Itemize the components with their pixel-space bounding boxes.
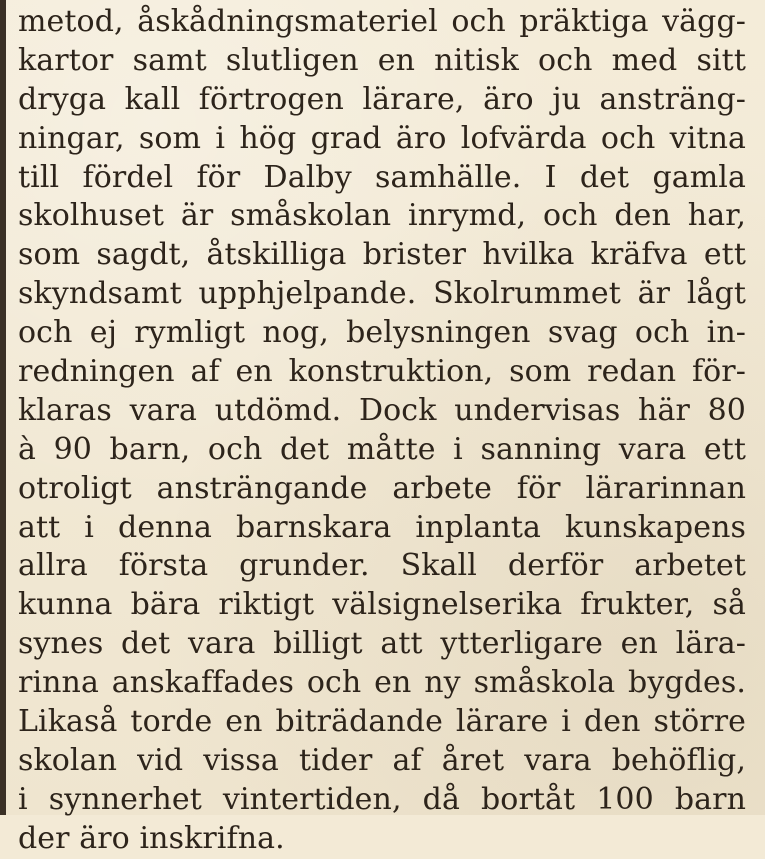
bottom-clipped-text [30,804,730,818]
article-line: till fördel för Dalby samhälle. I det gamla [18,159,746,195]
article-line: att i denna barnskara inplanta kunskapens [18,509,746,545]
article-line: skolhuset är småskolan inrymd, och den har, [18,198,746,234]
article-line: och ej rymligt nog, belysningen svag och in- [18,315,746,351]
top-clipped-text [18,0,748,2]
article-line: rinna anskaffades och en ny småskola bygdes. [18,665,746,701]
article-line: i synnerhet vintertiden, då bortåt 100 barn [18,781,746,817]
article-line: otroligt ansträngande arbete för lärarinnan [18,470,746,506]
article-line: som sagdt, åtskilliga brister hvilka kräfva ett [18,237,746,273]
article-line: der äro inskrifna. [18,820,285,856]
article-line: synes det vara billigt att ytterligare en lära- [18,626,746,662]
article-line: ningar, som i hög grad äro lofvärda och vitna [18,120,746,156]
left-column-rule [0,0,6,815]
article-line: allra första grunder. Skall derför arbetet [18,548,746,584]
article-line: metod, åskådningsmateriel och präktiga vägg- [18,4,746,39]
article-line: Likaså torde en biträdande lärare i den större [18,704,746,740]
article-line: redningen af en konstruktion, som redan för- [18,354,746,390]
article-line: à 90 barn, och det måtte i sanning vara ett [18,431,746,467]
article-line: dryga kall förtrogen lärare, äro ju ansträng- [18,81,746,117]
article-line: kunna bära riktigt välsignelserika frukter, så [18,587,746,623]
article-line: skyndsamt upphjelpande. Skolrummet är lågt [18,276,746,312]
article-line: klaras vara utdömd. Dock undervisas här 80 [18,392,746,428]
article-body [18,3,746,859]
article-line: kartor samt slutligen en nitisk och med sitt [18,42,746,78]
article-line: skolan vid vissa tider af året vara behöflig, [18,742,746,778]
